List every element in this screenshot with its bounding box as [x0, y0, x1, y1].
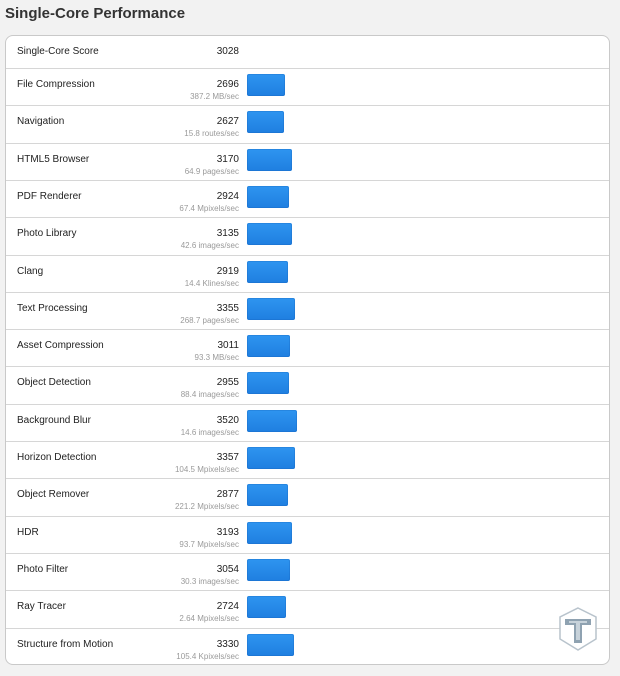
benchmark-name: Navigation [17, 116, 65, 128]
benchmark-name: Horizon Detection [17, 452, 97, 463]
summary-score: 3028 [216, 46, 239, 57]
benchmark-rate: 93.3 MB/sec [194, 353, 239, 363]
benchmark-score: 3135 [216, 228, 239, 240]
results-panel [5, 35, 610, 665]
benchmark-row [6, 292, 609, 329]
benchmark-rate: 88.4 images/sec [180, 390, 239, 400]
benchmark-rate: 15.8 routes/sec [184, 129, 239, 139]
benchmark-name: Background Blur [17, 414, 91, 426]
score-bar [247, 261, 288, 283]
benchmark-rate: 14.4 Klines/sec [184, 278, 239, 288]
benchmark-name: Structure from Motion [17, 638, 114, 650]
benchmark-name: Object Detection [17, 377, 91, 389]
benchmark-rate: 93.7 Mpixels/sec [179, 539, 239, 549]
benchmark-score: 2627 [216, 116, 239, 128]
benchmark-rate: 104.5 Mpixels/sec [174, 465, 239, 474]
benchmark-row [6, 628, 609, 665]
score-bar [247, 149, 292, 171]
benchmark-name: Clang [17, 265, 44, 277]
benchmark-rate: 387.2 MB/sec [190, 92, 239, 101]
benchmark-rate: 42.6 images/sec [180, 241, 239, 251]
score-bar [247, 223, 292, 245]
benchmark-row [6, 217, 609, 254]
benchmark-score: 2877 [216, 489, 239, 501]
benchmark-score: 2955 [216, 377, 239, 389]
benchmark-row [6, 180, 609, 217]
benchmark-row [6, 404, 609, 441]
benchmark-rate: 30.3 images/sec [180, 576, 239, 586]
score-bar [247, 410, 297, 432]
benchmark-row [6, 255, 609, 292]
benchmark-score: 3054 [216, 563, 239, 575]
benchmark-name: Asset Compression [17, 340, 104, 352]
benchmark-score: 3170 [216, 153, 239, 165]
benchmark-rate: 268.7 pages/sec [180, 315, 239, 325]
score-bar [247, 634, 294, 656]
page-title: Single-Core Performance [5, 5, 186, 22]
score-bar [247, 484, 288, 506]
benchmark-rate: 64.9 pages/sec [184, 166, 239, 176]
benchmark-row [6, 105, 609, 142]
benchmark-name: HTML5 Browser [17, 153, 90, 165]
score-bar [247, 447, 295, 469]
benchmark-score: 2924 [216, 190, 239, 202]
benchmark-score: 2919 [216, 265, 239, 277]
score-bar [247, 596, 286, 618]
benchmark-row [6, 516, 609, 553]
benchmark-row [6, 590, 609, 627]
benchmark-name: Object Remover [17, 489, 90, 501]
benchmark-score: 3520 [216, 414, 239, 426]
score-bar [247, 335, 290, 357]
benchmark-rate: 67.4 Mpixels/sec [179, 203, 239, 213]
benchmark-name: HDR [17, 526, 39, 538]
tweaktown-logo-icon [557, 606, 599, 652]
benchmark-rate: 14.6 images/sec [180, 427, 239, 437]
benchmark-row [6, 366, 609, 403]
score-bar [247, 298, 295, 320]
benchmark-score: 3330 [216, 638, 239, 650]
benchmark-rate: 221.2 Mpixels/sec [174, 502, 239, 512]
score-bar [247, 522, 292, 544]
summary-label: Single-Core Score [17, 46, 99, 57]
benchmark-score: 3357 [216, 452, 239, 463]
score-bar [247, 372, 289, 394]
benchmark-name: Ray Tracer [17, 601, 66, 613]
benchmark-row [6, 329, 609, 366]
benchmark-name: Photo Filter [17, 563, 69, 575]
benchmark-name: PDF Renderer [17, 190, 82, 202]
benchmark-row [6, 441, 609, 478]
benchmark-row [6, 478, 609, 515]
benchmark-row [6, 143, 609, 180]
benchmark-name: Photo Library [17, 228, 77, 240]
benchmark-rate: 105.4 Kpixels/sec [176, 651, 239, 661]
score-bar [247, 74, 285, 96]
benchmark-row [6, 553, 609, 590]
benchmark-row [6, 68, 609, 105]
benchmark-rate: 2.64 Mpixels/sec [179, 614, 239, 624]
benchmark-name: File Compression [17, 79, 95, 90]
score-bar [247, 559, 290, 581]
benchmark-score: 3355 [216, 302, 239, 314]
benchmark-score: 2724 [216, 601, 239, 613]
benchmark-score: 3193 [216, 526, 239, 538]
score-bar [247, 111, 284, 133]
benchmark-score: 3011 [217, 340, 239, 352]
benchmark-name: Text Processing [17, 302, 88, 314]
score-bar [247, 186, 289, 208]
benchmark-score: 2696 [216, 79, 239, 90]
summary-row [6, 36, 609, 68]
